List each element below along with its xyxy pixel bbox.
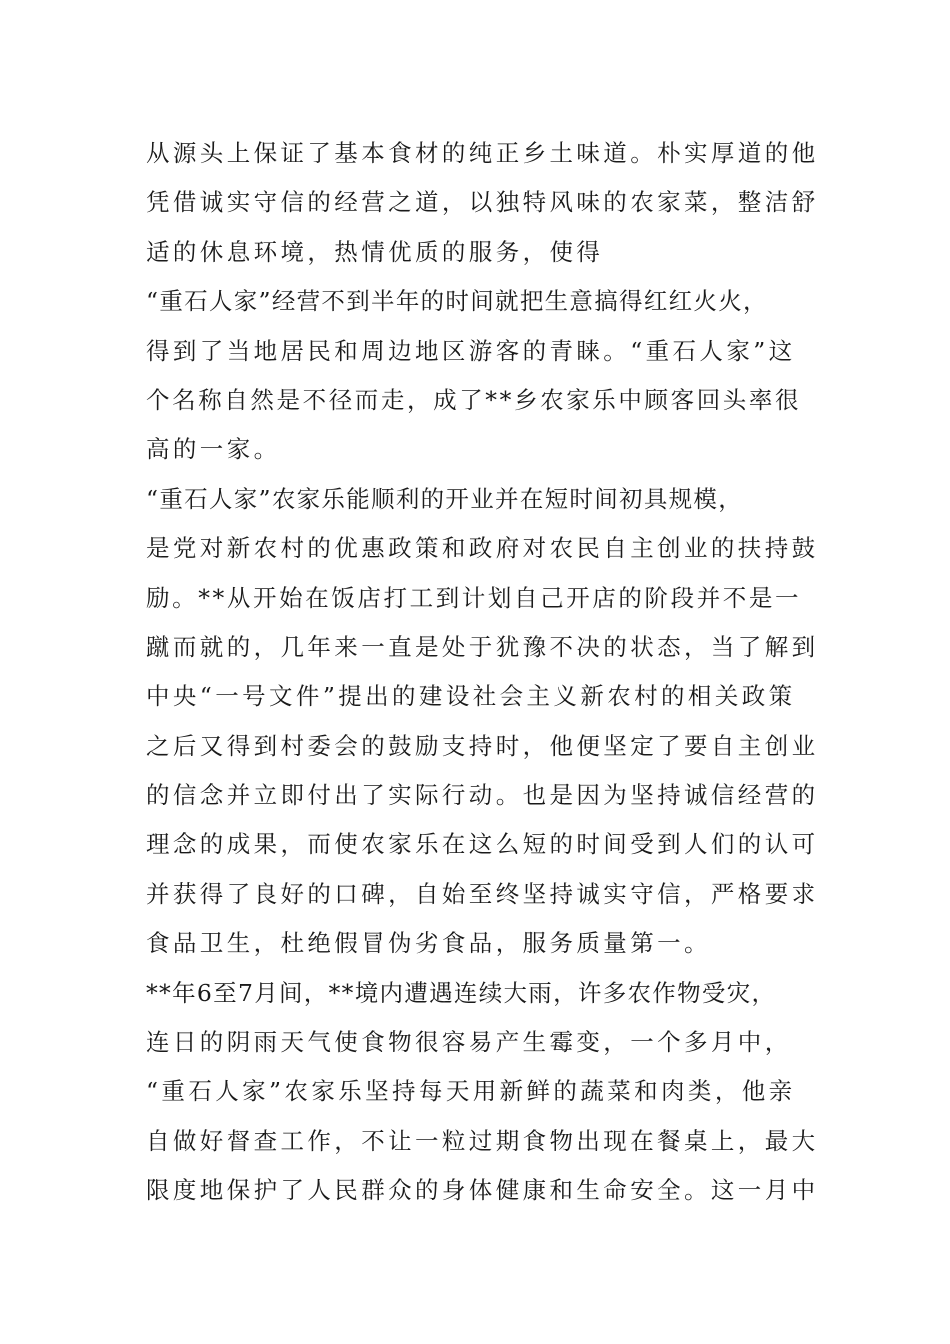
text-line: 个名称自然是不径而走，成了**乡农家乐中顾客回头率很 xyxy=(146,385,802,414)
text-line: **年6至7月间，**境内遭遇连续大雨，许多农作物受灾， xyxy=(146,978,777,1007)
text-line: 从源头上保证了基本食材的纯正乡土味道。朴实厚道的他 xyxy=(146,139,819,167)
text-line: “重石人家”农家乐坚持每天用新鲜的蔬菜和肉类，他亲 xyxy=(146,1077,796,1106)
text-line: 限度地保护了人民群众的身体健康和生命安全。这一月中 xyxy=(146,1176,819,1205)
text-line: 中央“一号文件”提出的建设社会主义新农村的相关政策 xyxy=(146,682,796,711)
body-text xyxy=(146,129,826,1216)
text-line: 得到了当地居民和周边地区游客的青睐。“重石人家”这 xyxy=(146,336,796,365)
text-line: 理念的成果，而使农家乐在这么短的时间受到人们的认可 xyxy=(146,830,819,859)
text-line: 的信念并立即付出了实际行动。也是因为坚持诚信经营的 xyxy=(146,781,819,810)
text-line: 自做好督查工作，不让一粒过期食物出现在餐桌上，最大 xyxy=(146,1126,819,1155)
text-line: 适的休息环境，热情优质的服务，使得 xyxy=(146,237,604,266)
text-line: 凭借诚实守信的经营之道，以独特风味的农家菜，整洁舒 xyxy=(146,188,819,217)
text-line: “重石人家”经营不到半年的时间就把生意搞得红红火火， xyxy=(146,287,768,316)
text-line: 是党对新农村的优惠政策和政府对农民自主创业的扶持鼓 xyxy=(146,534,819,563)
text-line: “重石人家”农家乐能顺利的开业并在短时间初具规模， xyxy=(146,484,744,513)
text-line: 并获得了良好的口碑，自始至终坚持诚实守信，严格要求 xyxy=(146,879,819,908)
text-line: 连日的阴雨天气使食物很容易产生霉变，一个多月中， xyxy=(146,1028,792,1057)
text-line: 蹴而就的，几年来一直是处于犹豫不决的状态，当了解到 xyxy=(146,632,819,661)
text-line: 食品卫生，杜绝假冒伪劣食品，服务质量第一。 xyxy=(146,929,711,958)
text-line: 之后又得到村委会的鼓励支持时，他便坚定了要自主创业 xyxy=(146,731,819,760)
text-line: 高的一家。 xyxy=(146,435,281,464)
text-line: 励。**从开始在饭店打工到计划自己开店的阶段并不是一 xyxy=(146,583,802,612)
